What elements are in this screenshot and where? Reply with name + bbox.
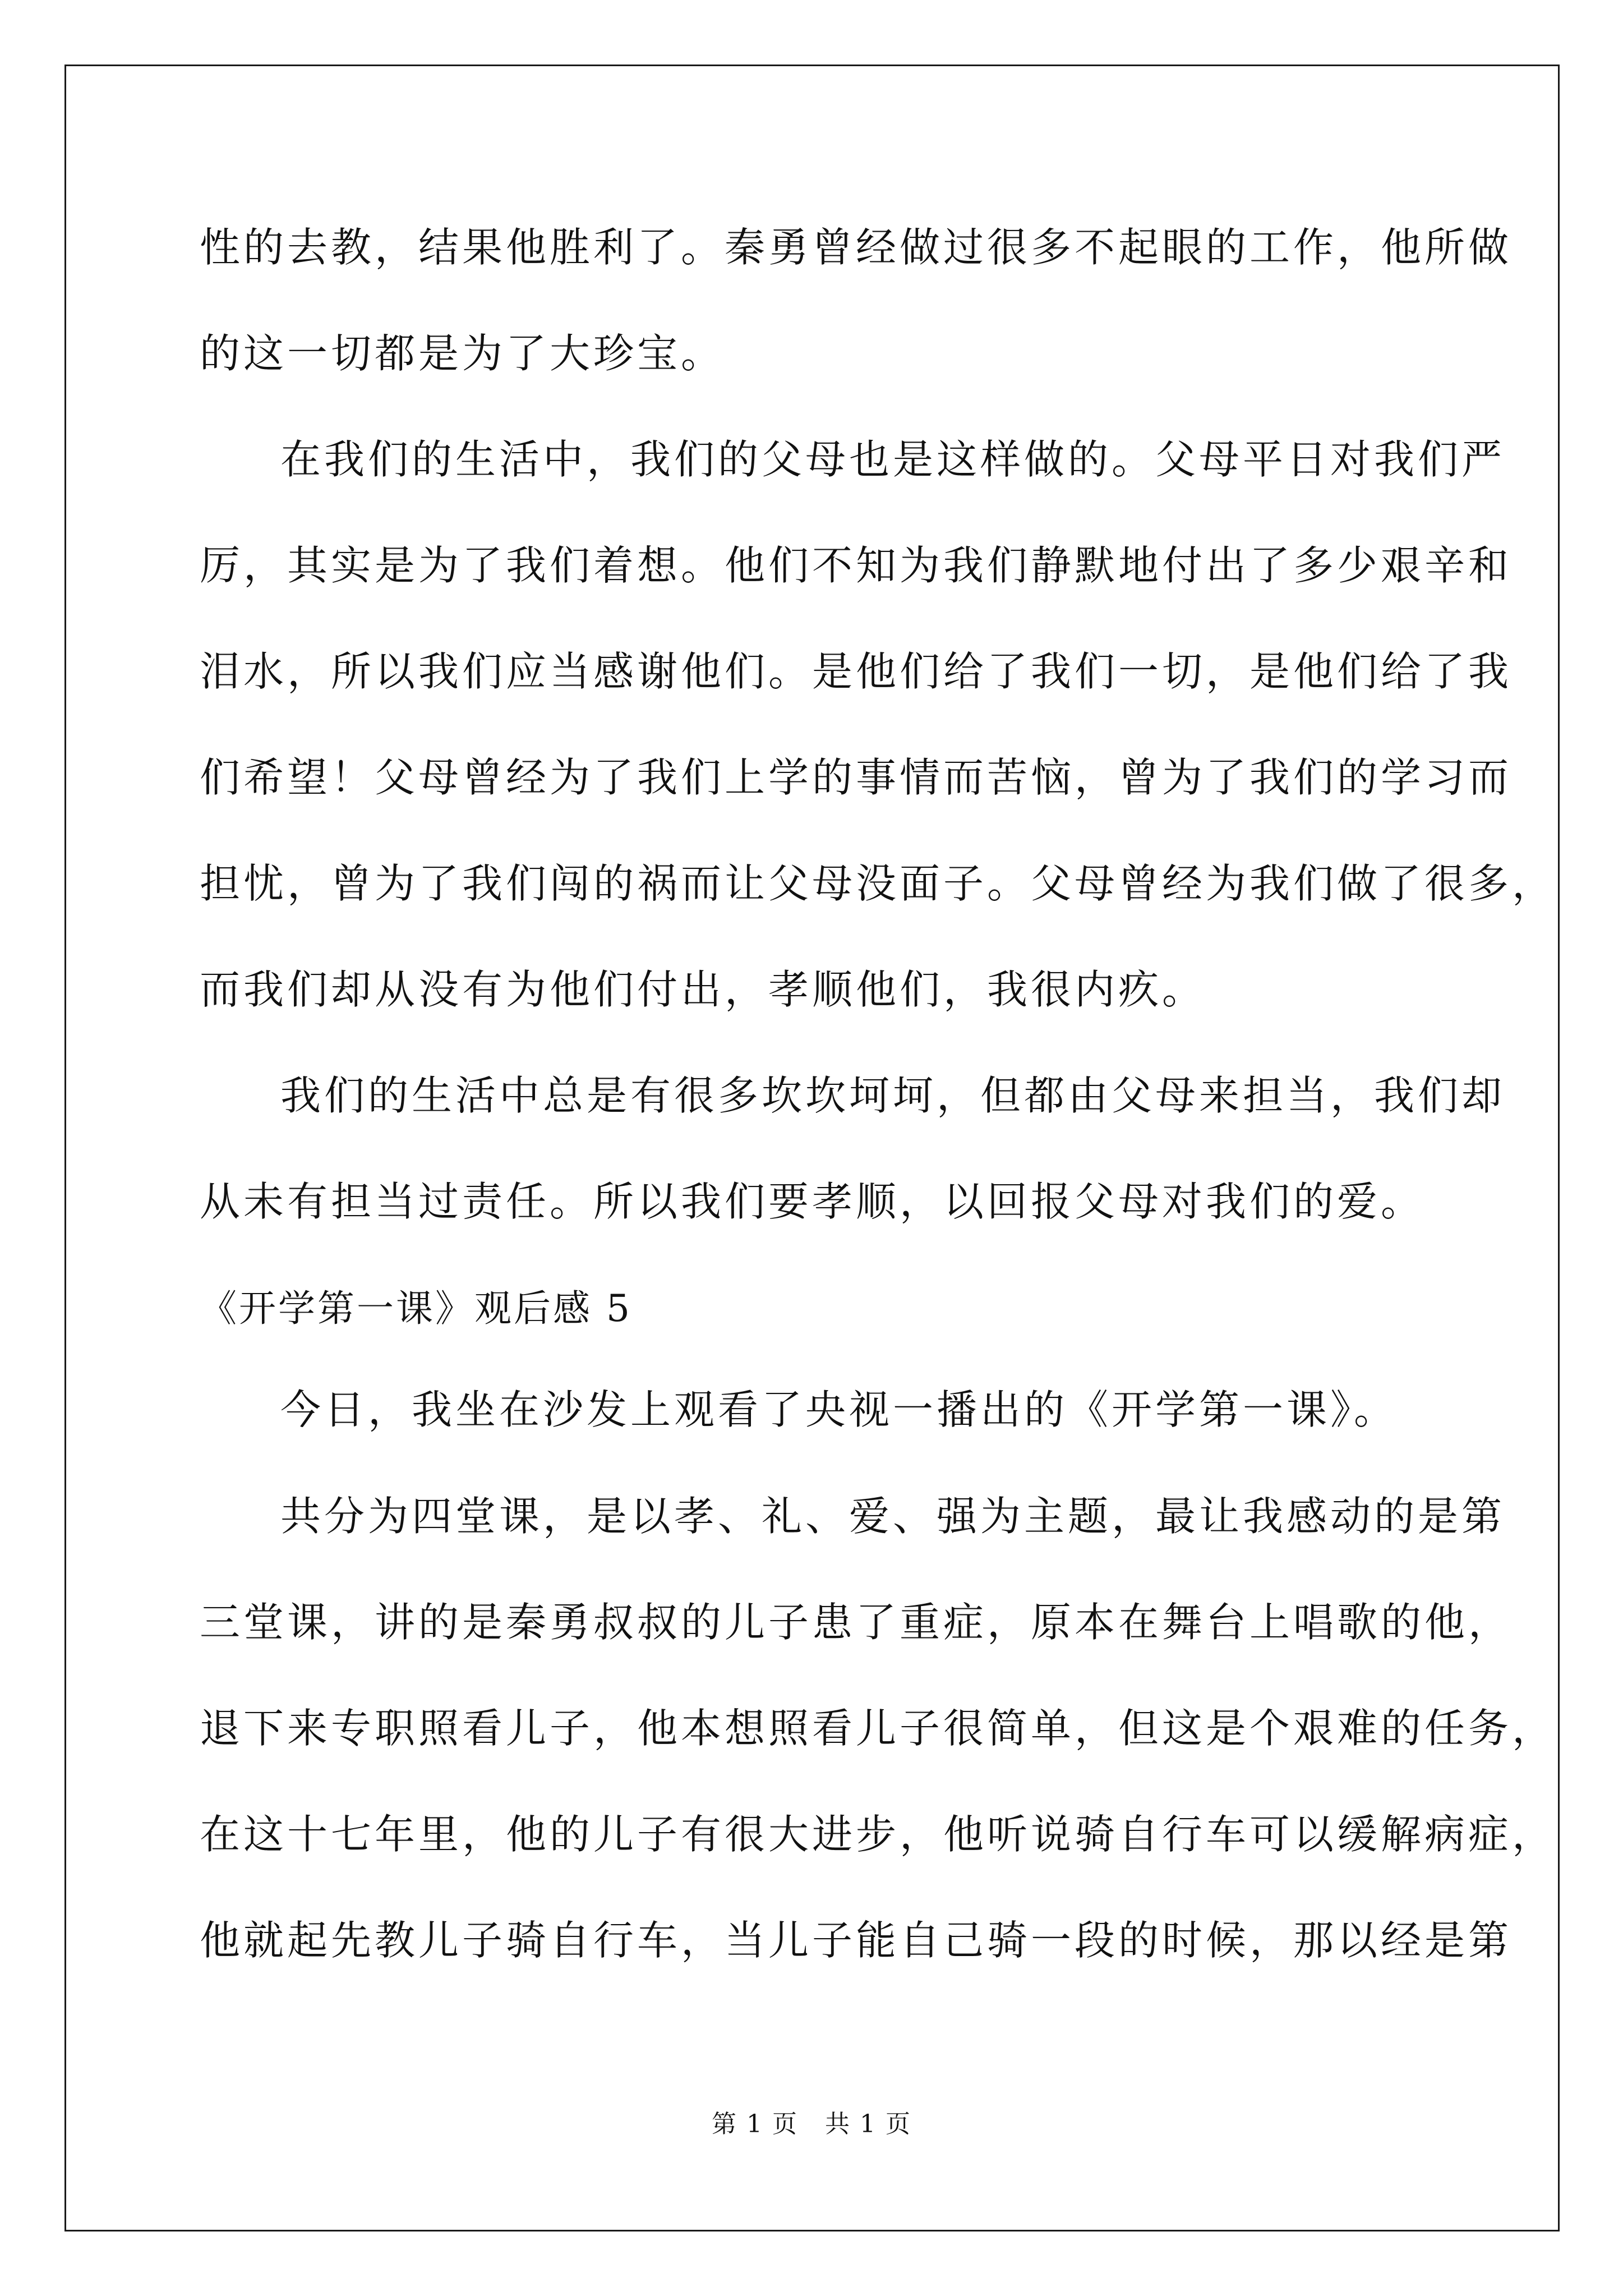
text-line: 我们的生活中总是有很多坎坎坷坷，但都由父母来担当，我们却 — [280, 1072, 1506, 1119]
text-line: 泪水，所以我们应当感谢他们。是他们给了我们一切，是他们给了我 — [200, 648, 1513, 695]
text-line: 们希望！父母曾经为了我们上学的事情而苦恼，曾为了我们的学习而 — [200, 754, 1513, 801]
text-line: 今日，我坐在沙发上观看了央视一播出的《开学第一课》。 — [280, 1386, 1398, 1433]
text-line: 他就起先教儿子骑自行车，当儿子能自己骑一段的时候，那以经是第 — [200, 1917, 1513, 1964]
page-border — [64, 65, 1560, 2231]
page-number: 第 1 页 — [712, 2110, 798, 2138]
page-total: 共 1 页 — [825, 2110, 911, 2138]
section-heading: 《开学第一课》观后感 5 — [200, 1287, 632, 1330]
text-line: 三堂课，讲的是秦勇叔叔的儿子患了重症，原本在舞台上唱歌的他， — [200, 1599, 1513, 1646]
text-line: 厉，其实是为了我们着想。他们不知为我们静默地付出了多少艰辛和 — [200, 542, 1513, 589]
text-line: 在我们的生活中，我们的父母也是这样做的。父母平日对我们严 — [280, 436, 1506, 483]
text-line: 在这十七年里，他的儿子有很大进步，他听说骑自行车可以缓解病症， — [200, 1811, 1556, 1858]
text-line: 性的去教，结果他胜利了。秦勇曾经做过很多不起眼的工作，他所做 — [200, 224, 1513, 271]
text-line: 担忧，曾为了我们闯的祸而让父母没面子。父母曾经为我们做了很多， — [200, 860, 1556, 907]
text-line: 退下来专职照看儿子，他本想照看儿子很简单，但这是个艰难的任务， — [200, 1705, 1556, 1752]
text-line: 从未有担当过责任。所以我们要孝顺，以回报父母对我们的爱。 — [200, 1178, 1425, 1225]
page-footer — [0, 2108, 1623, 2141]
text-line: 共分为四堂课，是以孝、礼、爱、强为主题，最让我感动的是第 — [280, 1493, 1506, 1540]
text-line: 而我们却从没有为他们付出，孝顺他们，我很内疚。 — [200, 966, 1206, 1013]
text-line: 的这一切都是为了大珍宝。 — [200, 330, 725, 377]
